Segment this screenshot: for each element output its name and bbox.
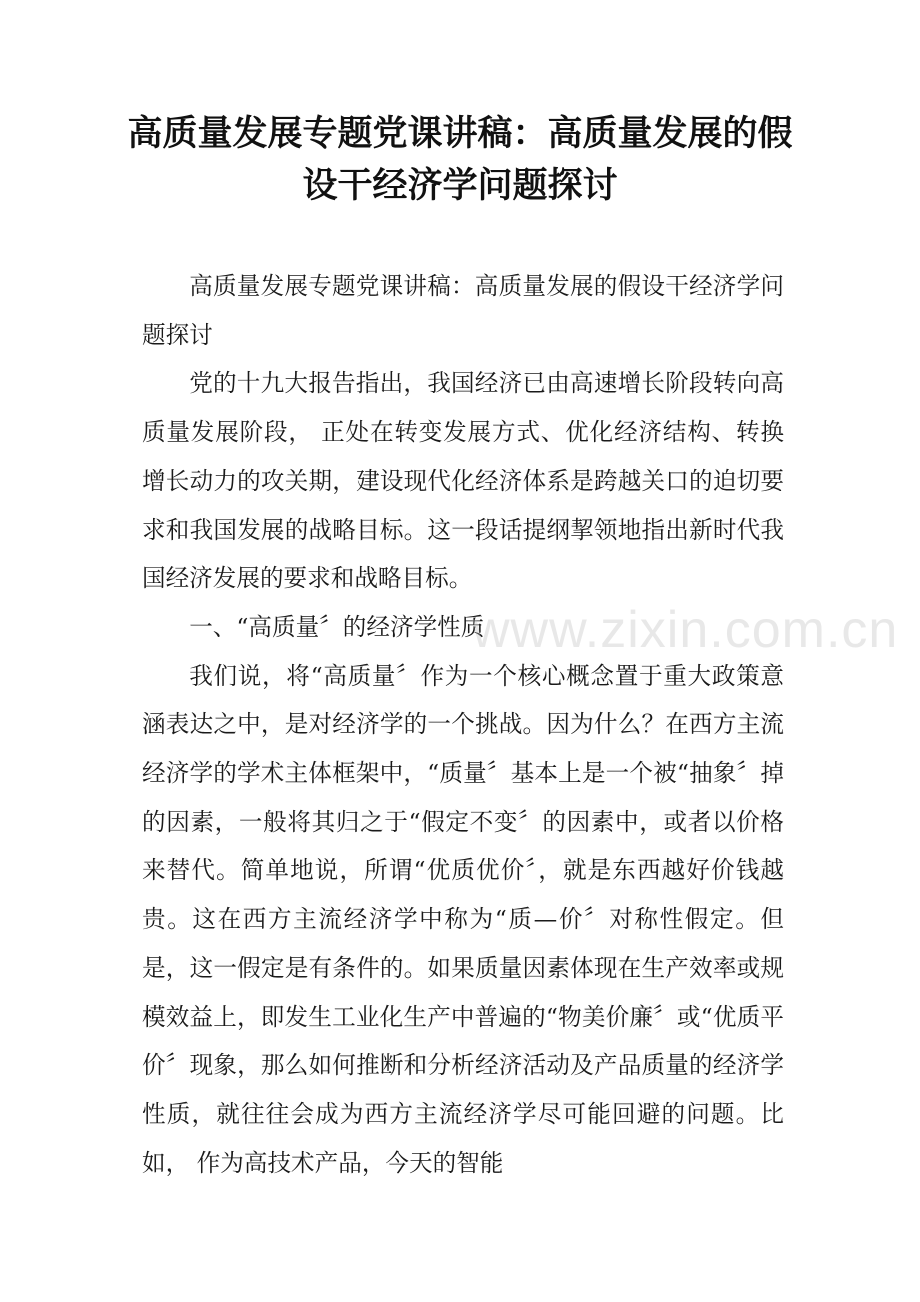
paragraph-subtitle: 高质量发展专题党课讲稿：高质量发展的假设干经济学问题探讨: [142, 272, 784, 349]
paragraph-intro: 党的十九大报告指出，我国经济已由高速增长阶段转向高质量发展阶段， 正处在转变发展方式、优化经济结构、转换增长动力的攻关期，建设现代化经济体系是跨越关口的迫切要求和我国发展的战略目标。这一段话提纲挈领地指出新时代我国经济发展的要求和战略目标。: [142, 369, 784, 593]
paragraph-section-1: 我们说，将“高质量〞作为一个核心概念置于重大政策意涵表达之中，是对经济学的一个挑战。因为什么？在西方主流经济学的学术主体框架中，“质量〞基本上是一个被“抽象〞掉的因素，一般将其归之于“假定不变〞的因素中，或者以价格来替代。简单地说，所谓“优质优价〞，就是东西越好价钱越贵。这在西方主流经济学中称为“质—价〞对称性假定。但是，这一假定是有条件的。如果质量因素体现在生产效率或规模效益上，即发生工业化生产中普遍的“物美价廉〞或“优质平价〞现象，那么如何推断和分析经济活动及产品质量的经济学性质，就往往会成为西方主流经济学尽可能回避的问题。比如， 作为高技术产品，今天的智能: [142, 661, 784, 1177]
document-title: 高质量发展专题党课讲稿：高质量发展的假设干经济学问题探讨: [127, 113, 793, 206]
section-heading-1: 一、“高质量〞的经济学性质: [189, 612, 485, 641]
watermark: www.zixin.com.cn: [472, 601, 899, 659]
document-body: [142, 262, 784, 1187]
